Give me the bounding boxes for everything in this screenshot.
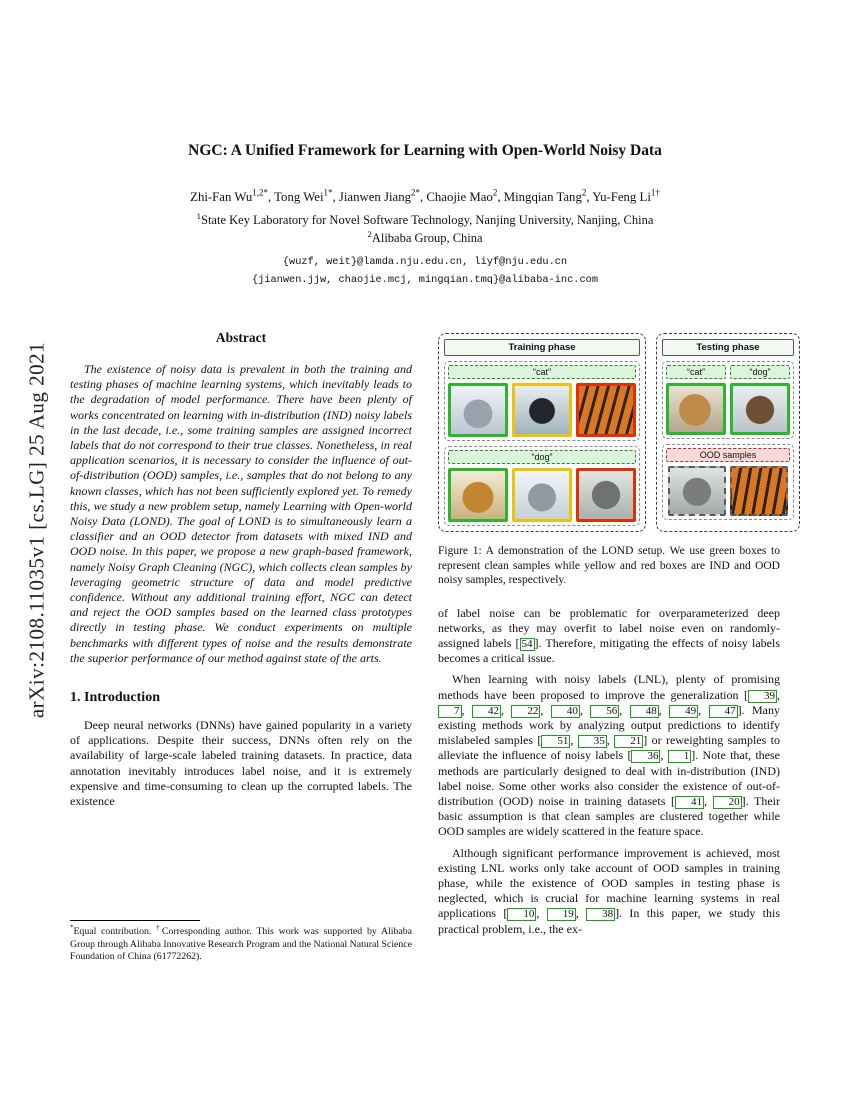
testing-clean-image-row [666, 383, 790, 435]
training-phase-header: Training phase [444, 339, 640, 356]
testing-class-labels [666, 365, 790, 379]
citation-ref-39[interactable]: 39 [748, 690, 777, 703]
superscript-mark: † [156, 924, 162, 932]
testing-phase-header: Testing phase [662, 339, 794, 356]
photo-border-collie-dog [512, 383, 572, 437]
citation-ref-49[interactable]: 49 [669, 705, 698, 718]
photo-fluffy-cat [448, 383, 508, 437]
photo-tiger [576, 383, 636, 437]
citation-ref-40[interactable]: 40 [551, 705, 580, 718]
paper-header [70, 142, 780, 286]
right-column [438, 333, 780, 943]
training-class-group-0 [444, 361, 640, 441]
citation-ref-10[interactable]: 10 [507, 908, 536, 921]
superscript-mark: 1,2* [252, 187, 268, 198]
author-list: Zhi-Fan $Wu^{1,2*}$, Tong Wei$^{1*}$, Jianwen Jiang$^{2*}$, Chaojie Mao$^2$, Mingqian Tang$^2$, Yu-Feng $Li^{1\dagger}$ [190, 187, 660, 204]
footnote-text: *Equal contribution. †Corresponding author. This work was supported by Alibaba Group through Alibaba Innovative Research Program and the National Natural Science Foundation of China (61772262). [70, 924, 412, 962]
citation-ref-42[interactable]: 42 [472, 705, 501, 718]
figure-1-caption: Figure 1: A demonstration of the LOND setup. We use green boxes to represent clean samples while yellow and red boxes are IND and OOD noisy samples, respectively. [438, 545, 780, 586]
training-panel [438, 333, 646, 532]
intro-paragraph: Deep neural networks (DNNs) have gained popularity in a variety of applications. Despite their success, DNNs often rely on the availability of large-scale labeled training datasets. In practice, data annotation inevitably introduces label noise, and it is extremely expensive and time-consuming to clean up the corrupted labels. The existence [70, 718, 412, 809]
superscript-mark: 2* [411, 187, 420, 198]
citation-ref-1[interactable]: 1 [668, 750, 692, 763]
citation-ref-22[interactable]: 22 [511, 705, 540, 718]
testing-class-label-1: “dog” [730, 365, 790, 379]
testing-clean-group [662, 361, 794, 439]
citation-ref-35[interactable]: 35 [578, 735, 607, 748]
testing-ood-group [662, 444, 794, 520]
body-paragraph-1: of label noise can be problematic for overparameterized deep networks, as they may overfit to label noise even on randomly-assigned labels [ 54 ]. Therefore, mitigating the effects of noisy labels becomes a critical issue. [438, 605, 780, 666]
superscript-mark: 2 [581, 187, 587, 198]
affiliation-2: $^2$Alibaba Group, China [367, 228, 483, 245]
testing-class-label-0: “cat” [666, 365, 726, 379]
superscript-mark: 2 [492, 187, 498, 198]
section-heading-introduction: 1. Introduction [70, 690, 160, 706]
body-paragraph-2: When learning with noisy labels (LNL), plenty of promising methods have been proposed to improve the generalization [ 39 , 7 , 42 , 22 , 40 , 56 , 48 , 49 , 47 ]. Many existing methods work by analyzing output predictions to identify mislabeled samples [ 51 , 35 , 21 ] or reweighting samples to alleviate the influence of noisy labels [ 36 , 1 ]. Note that, these methods are particularly designed to deal with in-distribution (IND) label noise. Some other works also consider the existence of out-of-distribution (OOD) noise in training datasets [ 41 , 20 ]. Their basic assumption is that clean samples are clustered together while OOD samples are widely scattered in the feature space. [438, 672, 781, 839]
citation-ref-54[interactable]: 54 [521, 637, 533, 650]
abstract-heading: Abstract [215, 330, 267, 345]
figure-1 [438, 333, 780, 532]
paper-title: NGC: A Unified Framework for Learning with Open-World Noisy Data [188, 142, 662, 159]
training-class-label-1: “dog” [448, 450, 636, 464]
citation-ref-47[interactable]: 47 [709, 705, 738, 718]
training-class-group-1 [444, 446, 640, 526]
photo-ood-tiger [730, 466, 788, 516]
arxiv-sidebar-label: arXiv:2108.11035v1 [cs.LG] 25 Aug 2021 [24, 341, 49, 719]
citation-ref-41[interactable]: 41 [675, 796, 704, 809]
superscript-mark: 2 [367, 228, 372, 239]
testing-ood-image-row [666, 466, 790, 516]
email-line-2: {jianwen.jjw, chaojie.mcj, mingqian.tmq}@alibaba-inc.com [251, 274, 599, 286]
photo-gray-cat [512, 468, 572, 522]
photo-wolf [576, 468, 636, 522]
email-line-1: {wuzf, weit}@lamda.nju.edu.cn, liyf@nju.edu.cn [282, 256, 568, 268]
abstract-text: The existence of noisy data is prevalent in both the training and testing phases of machine learning systems, which inevitably leads to the degradation of model performance. There have been plenty of works concentrated on learning with in-distribution (IND) noisy labels in the last decade, i.e., some training samples are assigned incorrect labels that do not correspond to their true classes. Nonetheless, in real application scenarios, it is necessary to consider the influence of out-of-distribution (OOD) samples, i.e., samples that do not belong to any known classes, which has not been sufficiently explored yet. To remedy this, we study a new problem setup, namely Learning with Open-world Noisy Data (LOND). The goal of LOND is to simultaneously learn a classifier and an OOD detector from datasets with mixed IND and OOD noise. In this paper, we propose a new graph-based framework, namely Noisy Graph Cleaning (NGC), which collects clean samples by leveraging geometric structure of data and model predictive confidence. Without any additional training effort, NGC can detect and reject the OOD samples based on the learned class prototypes directly in testing phase. We conduct experiments on multiple benchmarks with different types of noise and the results demonstrate the superior performance of our method against state of the arts. [70, 362, 412, 665]
body-paragraph-3: Although significant performance improvement is achieved, most existing LNL works only take account of OOD samples in training phase, while the existence of OOD samples in testing phase is neglected, which is crucial for machine learning systems in real applications [ 10 , 19 , 38 ]. In this paper, we study this practical problem, i.e., the ex- [438, 845, 781, 936]
citation-ref-51[interactable]: 51 [541, 735, 570, 748]
superscript-mark: * [70, 924, 74, 932]
citation-ref-38[interactable]: 38 [586, 908, 615, 921]
photo-ood-wolf [668, 466, 726, 516]
citation-ref-21[interactable]: 21 [614, 735, 643, 748]
superscript-mark: 1 [196, 210, 201, 221]
testing-panel [656, 333, 800, 532]
citation-ref-19[interactable]: 19 [547, 908, 576, 921]
photo-aussie-dog [730, 383, 790, 435]
training-image-row-1 [448, 468, 636, 522]
superscript-mark: 1* [323, 187, 333, 198]
citation-ref-56[interactable]: 56 [590, 705, 619, 718]
training-image-row-0 [448, 383, 636, 437]
citation-ref-7[interactable]: 7 [438, 705, 462, 718]
citation-ref-20[interactable]: 20 [713, 796, 742, 809]
ood-samples-label: OOD samples [666, 448, 790, 462]
footnote [70, 920, 412, 964]
citation-ref-48[interactable]: 48 [630, 705, 659, 718]
training-class-label-0: “cat” [448, 365, 636, 379]
citation-ref-36[interactable]: 36 [631, 750, 660, 763]
affiliation-1: $^1$State Key Laboratory for Novel Software Technology, Nanjing University, Nanjing, China [196, 210, 654, 227]
photo-golden-retriever-dog [448, 468, 508, 522]
superscript-mark: 1† [650, 187, 660, 198]
footnote-rule [70, 920, 200, 921]
left-column [70, 330, 412, 815]
photo-tabby-cat [666, 383, 726, 435]
